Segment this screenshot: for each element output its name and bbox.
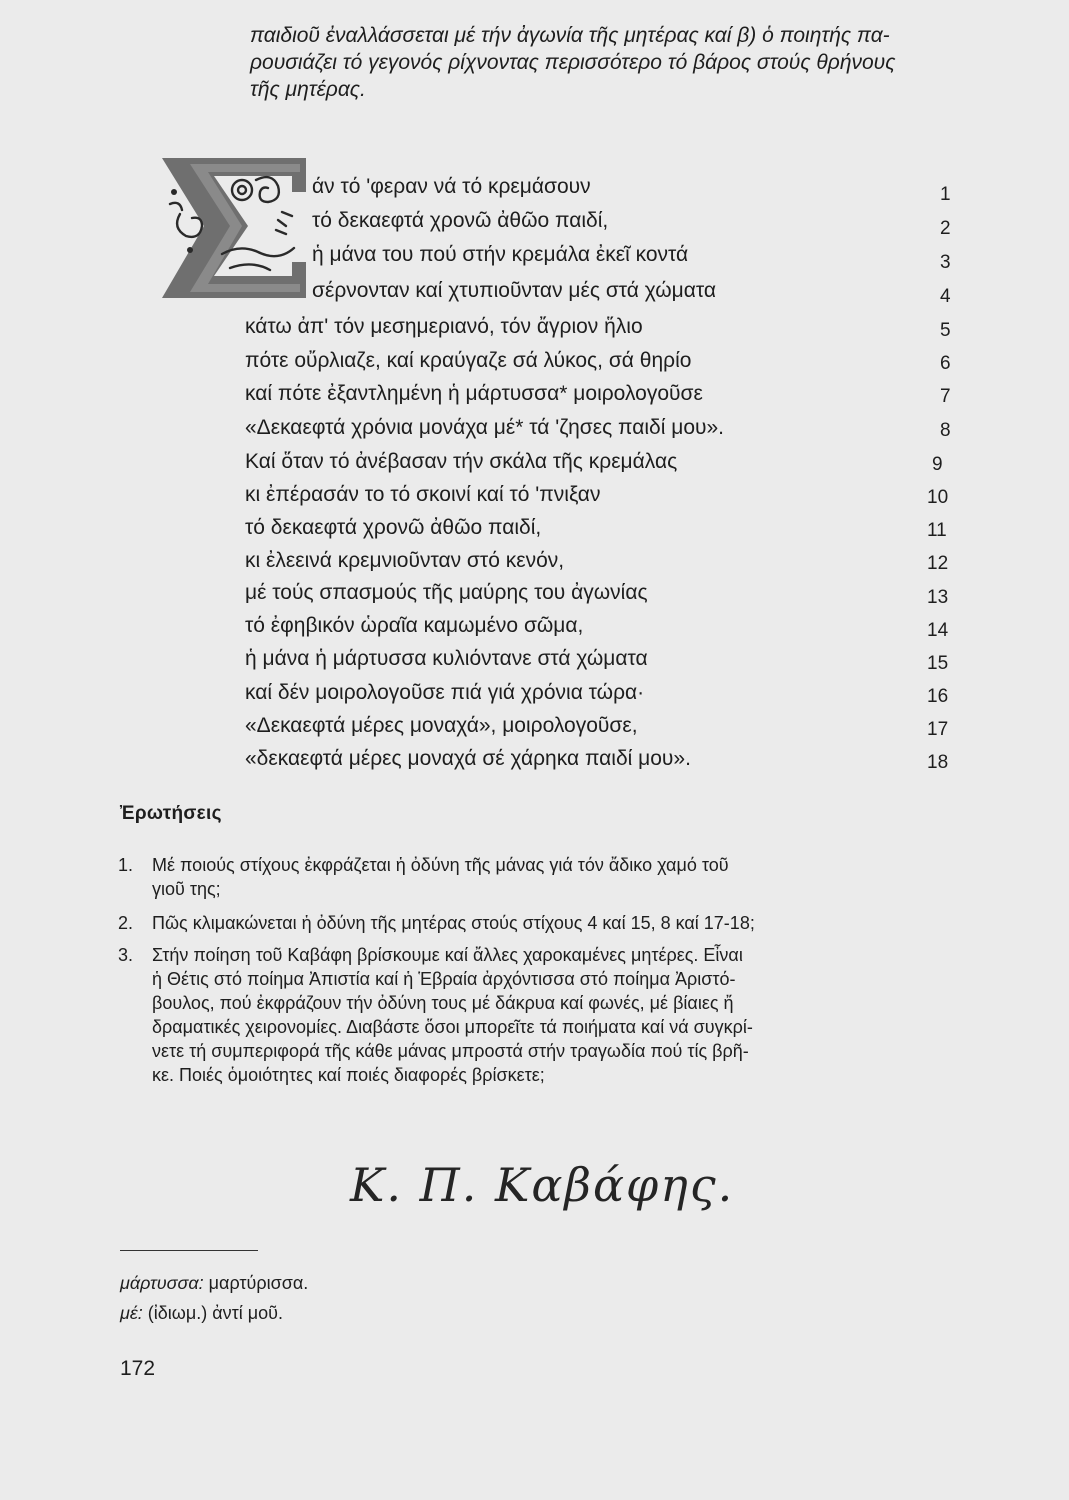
poem-line-1: άν τό 'φεραν νά τό κρεμάσουν (312, 175, 591, 198)
poem-line-8: «Δεκαεφτά χρόνια μονάχα μέ* τά 'ζησες παιδί μου». (245, 416, 725, 439)
question-line: Πῶς κλιμακώνεται ἡ ὀδύνη τῆς μητέρας στούς στίχους 4 καί 15, 8 καί 17-18; (152, 913, 755, 933)
line-number: 13 (927, 587, 949, 608)
intro-paragraph (250, 22, 1010, 103)
line-number: 6 (940, 353, 951, 374)
intro-line: παιδιοῦ ἐναλλάσσεται μέ τήν ἀγωνία τῆς μητέρας καί β) ὁ ποιητής πα- (250, 24, 890, 47)
question-line: Μέ ποιούς στίχους ἐκφράζεται ἡ ὀδύνη τῆς μάνας γιά τόν ἄδικο χαμό τοῦ (152, 855, 729, 875)
question-line: κε. Ποιές ὁμοιότητες καί ποιές διαφορές βρίσκετε; (152, 1065, 545, 1085)
line-number: 18 (927, 752, 949, 773)
page-number: 172 (120, 1357, 156, 1380)
poem-line-12: κι ἐλεεινά κρεμνιοῦνταν στό κενόν, (245, 549, 565, 572)
poem-line-11: τό δεκαεφτά χρονῶ ἀθῶο παιδί, (245, 516, 542, 539)
poem-line-4: σέρνονταν καί χτυπιοῦνταν μές στά χώματα (312, 279, 716, 302)
question-line: γιοῦ της; (152, 879, 221, 899)
line-number: 4 (940, 286, 951, 307)
poem-line-10: κι ἐπέρασάν το τό σκοινί καί τό 'πνιξαν (245, 483, 601, 506)
line-number: 17 (927, 719, 949, 740)
intro-line: ρουσιάζει τό γεγονός ρίχνοντας περισσότερο τό βάρος στούς θρήνους (250, 51, 896, 74)
question-number: 2. (118, 913, 134, 933)
poem-line-9: Καί ὅταν τό ἀνέβασαν τήν σκάλα τῆς κρεμάλας (245, 450, 678, 473)
line-number: 16 (927, 686, 949, 707)
question-item (118, 911, 998, 935)
line-number: 2 (940, 218, 951, 239)
question-line: βουλος, πού ἐκφράζουν τήν ὀδύνη τους μέ δάκρυα καί φωνές, μέ βίαιες ἤ (152, 993, 734, 1013)
footnote-divider (120, 1250, 258, 1251)
poem-line-15: ἡ μάνα ἡ μάρτυσσα κυλιόντανε στά χώματα (245, 647, 648, 670)
poem-line-13: μέ τούς σπασμούς τῆς μαύρης του ἀγωνίας (245, 581, 648, 604)
question-line: ἡ Θέτις στό ποίημα Ἀπιστία καί ἡ Ἑβραία ἀρχόντισσα στό ποίημα Ἀριστό- (152, 969, 736, 989)
question-number: 1. (118, 855, 134, 875)
line-number: 11 (927, 520, 947, 541)
question-line: νετε τή συμπεριφορά τῆς κάθε μάνας μπροστά στήν τραγωδία πού τίς βρῆ- (152, 1041, 749, 1061)
question-number: 3. (118, 945, 134, 965)
poem-line-2: τό δεκαεφτά χρονῶ ἀθῶο παιδί, (312, 209, 609, 232)
question-line: δραματικές χειρονομίες. Διαβάστε ὅσοι μπορεῖτε τά ποιήματα καί νά συγκρί- (152, 1017, 753, 1037)
poem-line-16: καί δέν μοιρολογοῦσε πιά γιά χρόνια τώρα· (245, 681, 645, 704)
poem-line-3: ἡ μάνα του πού στήν κρεμάλα ἐκεῖ κοντά (312, 243, 689, 266)
line-number: 3 (940, 252, 951, 273)
line-number: 9 (932, 454, 943, 475)
questions-heading: Ἐρωτήσεις (120, 803, 222, 824)
poem-line-18: «δεκαεφτά μέρες μοναχά σέ χάρηκα παιδί μου». (245, 747, 691, 770)
footnote-term: μέ: (120, 1303, 143, 1323)
line-number: 14 (927, 620, 949, 641)
footnote-term: μάρτυσσα: (120, 1273, 204, 1293)
question-item (118, 853, 998, 901)
line-number: 10 (927, 487, 949, 508)
poem-line-5: κάτω ἀπ' τόν μεσημεριανό, τόν ἄγριον ἥλιο (245, 315, 643, 338)
poem-line-7: καί πότε ἐξαντλημένη ἡ μάρτυσσα* μοιρολογοῦσε (245, 382, 703, 405)
line-number: 8 (940, 420, 951, 441)
question-line: Στήν ποίηση τοῦ Καβάφη βρίσκουμε καί ἄλλες χαροκαμένες μητέρες. Εἶναι (152, 945, 743, 965)
line-number: 1 (940, 184, 951, 205)
footnote (120, 1271, 308, 1295)
line-number: 12 (927, 553, 949, 574)
handwritten-signature: Κ. Π. Καβάφης. (350, 1158, 735, 1212)
line-number: 7 (940, 386, 951, 407)
intro-line: τῆς μητέρας. (250, 78, 366, 101)
dropcap-sigma-ornament (160, 158, 308, 298)
poem-line-14: τό ἐφηβικόν ὡραῖα καμωμένο σῶμα, (245, 614, 584, 637)
line-number: 5 (940, 320, 951, 341)
line-number: 15 (927, 653, 949, 674)
footnote-definition: (ἰδιωμ.) ἀντί μοῦ. (147, 1303, 283, 1323)
question-item (118, 943, 998, 1087)
footnote-definition: μαρτύρισσα. (208, 1273, 309, 1293)
poem-line-6: πότε οὔρλιαζε, καί κραύγαζε σά λύκος, σά θηρίο (245, 349, 692, 372)
footnote (120, 1301, 283, 1325)
poem-line-17: «Δεκαεφτά μέρες μοναχά», μοιρολογοῦσε, (245, 714, 638, 737)
